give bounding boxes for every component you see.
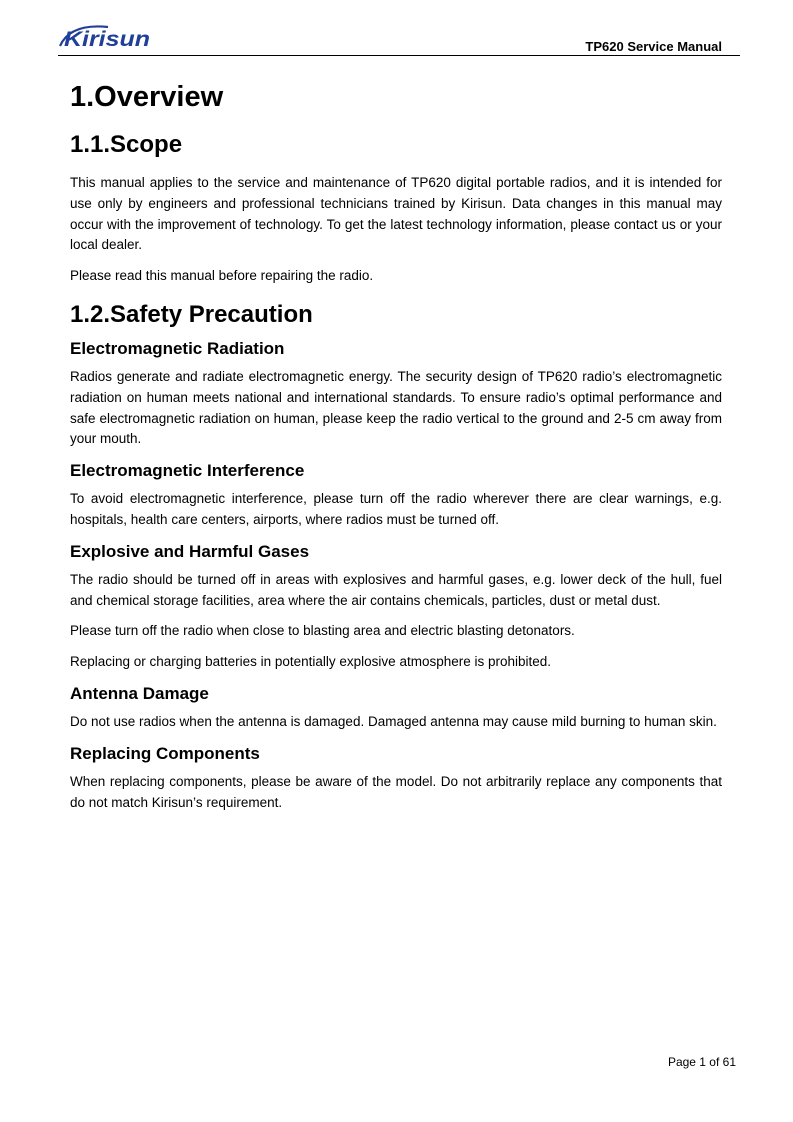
chapter-title: 1.Overview [70,81,224,113]
header-divider [58,55,740,56]
scope-paragraph: Please read this manual before repairing the radio. [70,268,374,284]
page-number: Page 1 of 61 [667,1055,736,1069]
page-header [58,24,740,56]
subsection-heading: Replacing Components [70,743,260,763]
subsection-paragraph: To avoid electromagnetic interference, please turn off the radio wherever there are clear warnings, e.g. hospitals, health care centers, airports, where radios must be turned off. [70,491,722,527]
document-title: TP620 Service Manual [585,39,722,54]
subsection-paragraph: The radio should be turned off in areas with explosives and harmful gases, e.g. lower deck of the hull, fuel and chemical storage facilities, area where the air contains chemicals, particles, dust or metal dust. [70,571,722,608]
scope-paragraph: This manual applies to the service and maintenance of TP620 digital portable radios, and it is intended for use only by engineers and professional technicians trained by Kirisun. Data changes in this manual may occur with the improvement of technology. To get the latest technology information, please contact us or your local dealer. [70,175,722,253]
subsection-paragraph: Replacing or charging batteries in potentially explosive atmosphere is prohibited. [70,654,552,670]
page-content [70,80,722,823]
subsection-paragraph: When replacing components, please be aware of the model. Do not arbitrarily replace any components that do not match Kirisun’s requirement. [70,773,722,810]
subsection-heading: Electromagnetic Radiation [70,338,285,358]
subsection-paragraph: Please turn off the radio when close to blasting area and electric blasting detonators. [70,623,575,639]
section-title-safety: 1.2.Safety Precaution [70,300,313,328]
subsection-paragraph: Do not use radios when the antenna is damaged. Damaged antenna may cause mild burning to human skin. [70,713,717,729]
subsection-heading: Antenna Damage [70,683,209,703]
subsection-heading: Explosive and Harmful Gases [70,541,310,561]
kirisun-logo [58,24,154,50]
subsection-paragraph: Radios generate and radiate electromagnetic energy. The security design of TP620 radio’s electromagnetic radiation on human meets national and international standards. To ensure radio’s optimal performance and safe electromagnetic radiation on human, please keep the radio vertical to the ground and 2-5 cm away from your mouth. [70,368,722,447]
subsection-heading: Electromagnetic Interference [70,461,305,481]
section-title-scope: 1.1.Scope [70,131,183,158]
svg-text:Kirisun: Kirisun [64,28,150,50]
